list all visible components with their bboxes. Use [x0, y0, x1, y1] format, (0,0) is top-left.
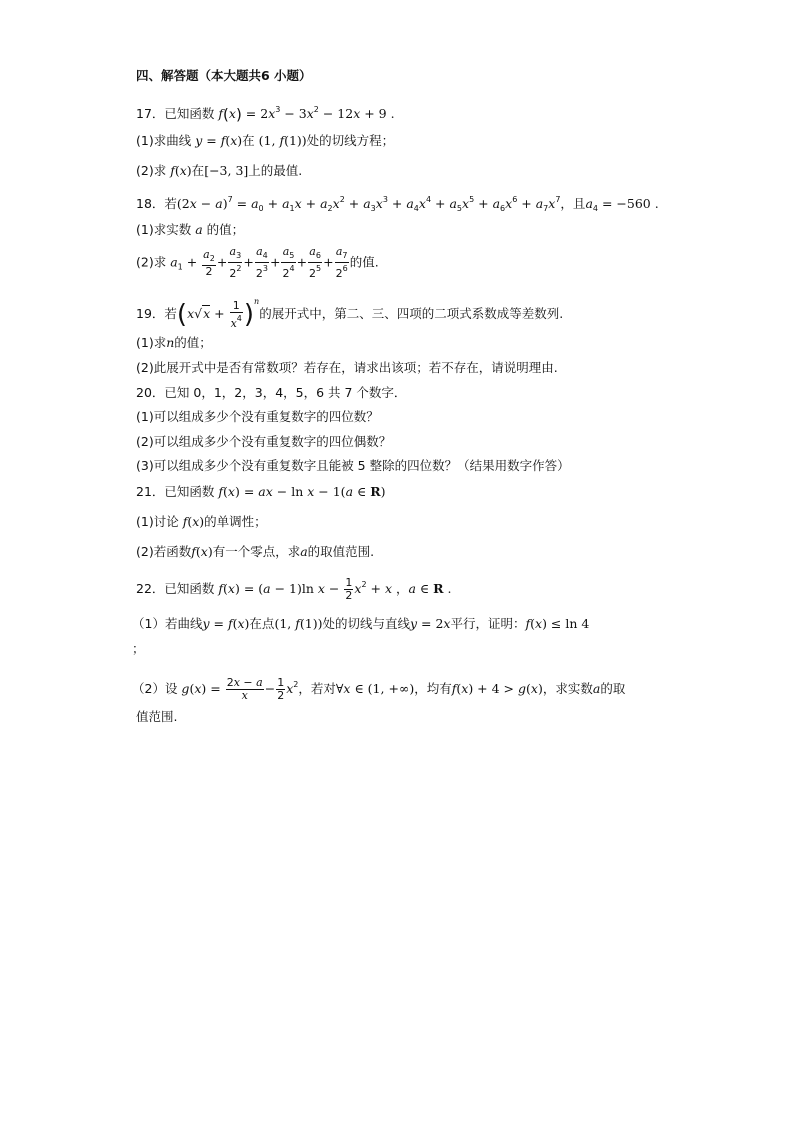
question-19-part-1: (1)求n的值； [136, 335, 212, 350]
question-20-part-2: (2)可以组成多少个没有重复数字的四位偶数？ [136, 434, 392, 449]
question-18-part-2: (2)求 $a_1$ + $\frac{a_2}{2}$ + $\frac{a_3}{2^2}$ + $\frac{a_4}{2^3}$ + $\frac{a_5}{2^4}$ + $\frac{a_6}{2^5}$ + $\frac{a_7}{2^6}$ 的值. [136, 245, 379, 280]
section-title: 四、解答题（本大题共6 小题） [136, 68, 312, 83]
question-22-part-1: （1）若曲线y = f(x)在点(1, f(1))处的切线与直线y = 2x平行，证明：f(x) ≤ ln 4 [132, 616, 590, 631]
question-20: 20．已知 0，1，2，3，4，5，6 共 7 个数字． [136, 385, 407, 400]
question-18: 18．若$(2x - a)^7 = a_0 + a_1x + a_2x^2 + a_3x^3 + a_4x^4 + a_5x^5 + a_6x^6 + a_7x^7$，且$a_4 = -560$ . [136, 195, 659, 213]
question-17-part-2: (2)求 f(x)在[−3, 3]上的最值. [136, 163, 303, 178]
q17-function-formula: f [218, 106, 224, 121]
q17-lead: 17．已知函数 [136, 106, 215, 121]
question-21-part-2: (2)若函数f(x)有一个零点，求a的取值范围. [136, 544, 375, 559]
question-20-part-3: (3)可以组成多少个没有重复数字且能被 5 整除的四位数？（结果用数字作答） [136, 458, 570, 473]
question-18-part-1: (1)求实数 a 的值； [136, 222, 245, 237]
question-19: 19．若(x√x + $\frac{1}{x^4}$ )$^n$的展开式中，第二、三、四项的二项式系数成等差数列. [136, 297, 564, 330]
question-19-part-2: (2)此展开式中是否有常数项？若存在，请求出该项；若不存在，请说明理由. [136, 360, 558, 375]
question-22-part-2-wrap: 值范围. [136, 709, 178, 724]
question-21: 21．已知函数 f(x) = ax − ln x − 1(a ∈ R) [136, 484, 386, 499]
question-22-part-2: （2）设 g(x) = $\frac{2x - a}{x}$ − $\frac{1}{2}$ $x^2$，若对∀x ∈ (1, +∞)，均有f(x) + 4 > g(x)，求实数a的取 [132, 676, 626, 702]
question-22-part-1-wrap: ； [132, 641, 145, 656]
question-17-part-1: (1)求曲线 y = f(x)在 (1, f(1))处的切线方程； [136, 133, 395, 148]
question-22: 22．已知函数 f(x) = (a − 1)ln x − $\frac{1}{2}$ $x^2 + x$ ，a ∈ R . [136, 576, 452, 602]
question-20-part-1: (1)可以组成多少个没有重复数字的四位数？ [136, 409, 379, 424]
question-21-part-1: (1)讨论 f(x)的单调性； [136, 514, 267, 529]
question-17: 17．已知函数 $f(x) = 2x^3 - 3x^2 - 12x + 9$ . [136, 105, 395, 124]
